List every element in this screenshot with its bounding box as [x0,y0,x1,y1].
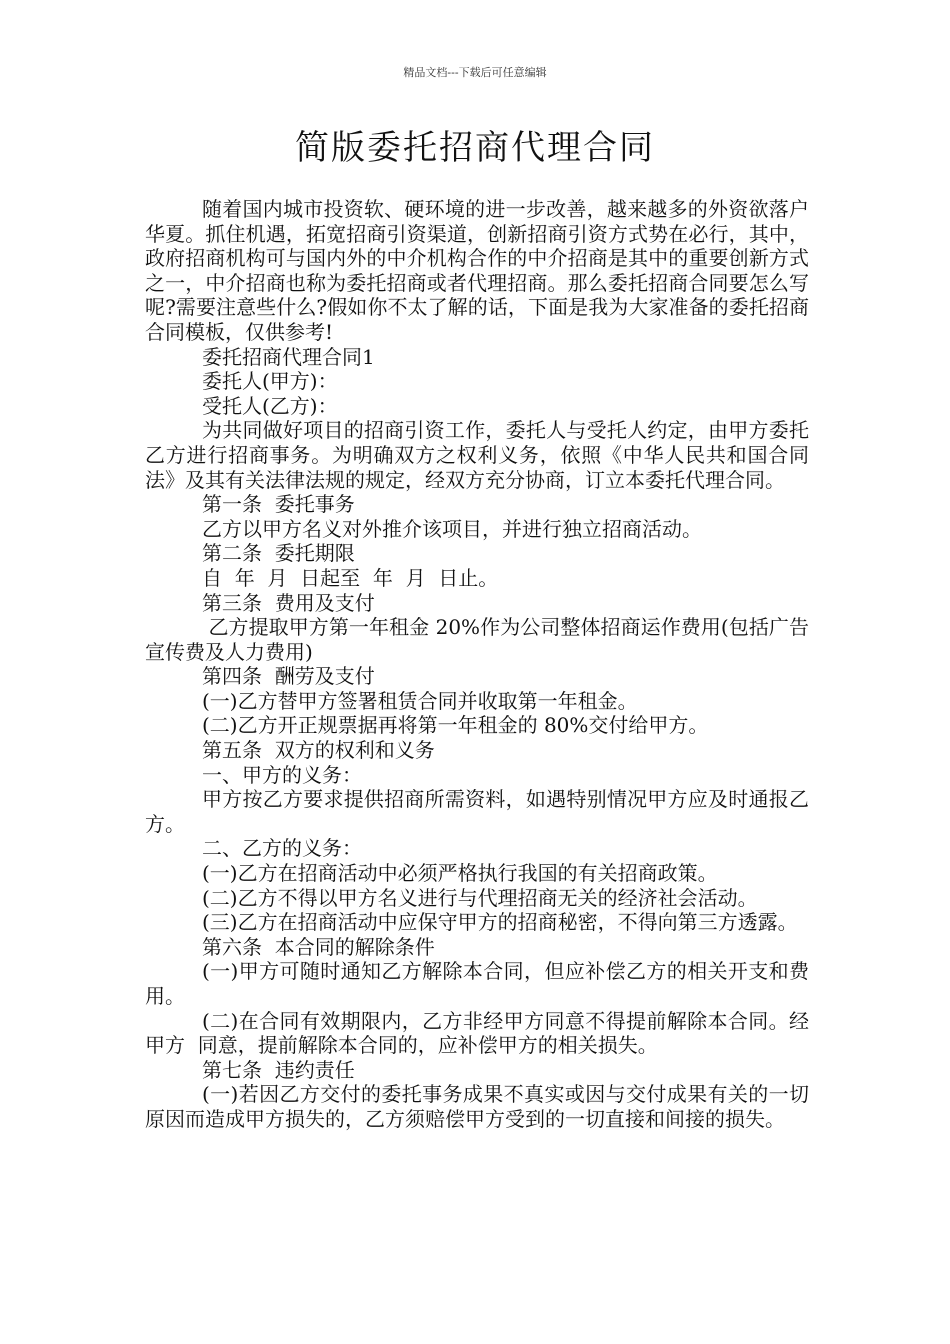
article-1-heading: 第一条 委托事务 [202,492,355,517]
paragraph-intro: 随着国内城市投资软、硬环境的进一步改善，越来越多的外资欲落户华夏。抓住机遇，拓宽招商引资渠道，创新招商引资方式势在必行，其中，政府招商机构可与国内外的中介机构合作的中介招商是其中的重要创新方式之一，中介招商也称为委托招商或者代理招商。那么委托招商合同要怎么写呢?需要注意些什么?假如你不太了解的话，下面是我为大家准备的委托招商合同模板，仅供参考! [145,197,809,344]
document-body [145,197,809,1132]
paragraph-party-b: 受托人(乙方)： [202,393,338,418]
article-6-heading: 第六条 本合同的解除条件 [202,934,435,959]
article-5-party-b-duties-heading: 二、乙方的义务： [202,836,362,861]
article-5-party-a-duties-heading: 一、甲方的义务： [202,762,362,787]
article-7-item-1: (一)若因乙方交付的委托事务成果不真实或因与交付成果有关的一切原因而造成甲方损失的，乙方须赔偿甲方受到的一切直接和间接的损失。 [145,1082,809,1131]
paragraph-preamble: 为共同做好项目的招商引资工作，委托人与受托人约定，由甲方委托乙方进行招商事务。为明确双方之权利义务，依照《中华人民共和国合同法》及其有关法律法规的规定，经双方充分协商，订立本委托代理合同。 [145,418,809,492]
article-6-item-1: (一)甲方可随时通知乙方解除本合同，但应补偿乙方的相关开支和费用。 [145,959,809,1008]
article-2-heading: 第二条 委托期限 [202,541,355,566]
paragraph-contract-heading: 委托招商代理合同1 [202,344,375,369]
article-4-item-2: (二)乙方开正规票据再将第一年租金的 80%交付给甲方。 [202,713,709,738]
paragraph-party-a: 委托人(甲方)： [202,369,338,394]
article-5-party-b-item-1: (一)乙方在招商活动中必须严格执行我国的有关招商政策。 [202,861,718,886]
article-7-heading: 第七条 违约责任 [202,1057,355,1082]
article-4-item-1: (一)乙方替甲方签署租赁合同并收取第一年租金。 [202,688,638,713]
document-title: 简版委托招商代理合同 [295,128,655,168]
article-5-party-b-item-3: (三)乙方在招商活动中应保守甲方的招商秘密，不得向第三方透露。 [202,910,798,935]
article-4-heading: 第四条 酬劳及支付 [202,664,375,689]
article-2-text: 自 年 月 日起至 年 月 日止。 [202,565,499,590]
article-6-item-2: (二)在合同有效期限内，乙方非经甲方同意不得提前解除本合同。经甲方 同意，提前解除本合同的，应补偿甲方的相关损失。 [145,1008,809,1058]
page-header-note: 精品文档---下载后可任意编辑 [403,66,547,79]
article-5-party-a-duties-text: 甲方按乙方要求提供招商所需资料，如遇特别情况甲方应及时通报乙方。 [145,787,809,836]
article-1-text: 乙方以甲方名义对外推介该项目，并进行独立招商活动。 [202,516,702,541]
article-5-heading: 第五条 双方的权利和义务 [202,738,435,763]
article-3-heading: 第三条 费用及支付 [202,590,375,615]
article-5-party-b-item-2: (二)乙方不得以甲方名义进行与代理招商无关的经济社会活动。 [202,885,758,910]
article-3-text: 乙方提取甲方第一年租金 20%作为公司整体招商运作费用(包括广告宣传费及人力费用) [145,615,809,664]
